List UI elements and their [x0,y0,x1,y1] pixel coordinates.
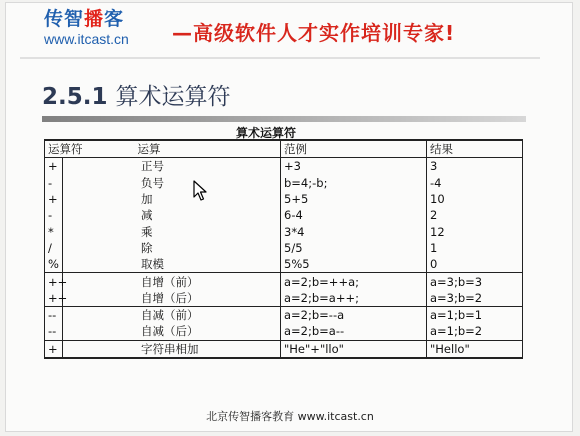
mouse-pointer-icon [193,180,207,206]
operator-cell: - [45,207,63,223]
section-title-text: 算术运算符 [115,84,231,110]
operation-cell: 字符串相加 [63,340,281,358]
logo-url: www.itcast.cn [44,31,129,47]
table-row [45,175,523,191]
result-cell: 10 [427,191,523,207]
result-cell: a=3;b=3 [427,273,523,290]
table-row [45,240,523,256]
example-cell: a=2;b=--a [281,306,427,323]
operator-cell: + [45,158,63,175]
operator-cell: -- [45,306,63,323]
footer-text: 北京传智播客教育 www.itcast.cn [206,410,374,423]
example-cell: +3 [281,158,427,175]
result-cell: 0 [427,256,523,273]
header-operator: 运算符 运算 [45,140,281,158]
example-cell: 3*4 [281,223,427,239]
example-cell: a=2;b=++a; [281,273,427,290]
operator-cell: + [45,340,63,358]
example-cell: 5+5 [281,191,427,207]
example-cell: a=2;b=a++; [281,290,427,307]
result-cell: 2 [427,207,523,223]
operation-cell: 乘 [63,223,281,239]
operator-cell: -- [45,323,63,340]
table-row [45,207,523,223]
operator-cell: % [45,256,63,273]
operation-cell: 自减（前） [63,306,281,323]
header-divider [20,57,540,59]
table-row [45,290,523,307]
operator-cell: / [45,240,63,256]
table-row [45,191,523,207]
itcast-logo [44,8,129,47]
result-cell: -4 [427,175,523,191]
table-row [45,223,523,239]
operation-cell: 自减（后） [63,323,281,340]
table-header-row [45,140,523,158]
operation-cell: 自增（前） [63,273,281,290]
operation-cell: 正号 [63,158,281,175]
operator-cell: * [45,223,63,239]
result-cell: "Hello" [427,340,523,358]
title-underline-bar [42,116,526,122]
operation-cell: 加 [63,191,281,207]
result-cell: 1 [427,240,523,256]
section-number: 2.5.1 [42,84,108,110]
operation-cell: 除 [63,240,281,256]
table-row [45,340,523,358]
example-cell: 5/5 [281,240,427,256]
table-row [45,273,523,290]
operator-cell: ++ [45,273,63,290]
result-cell: a=3;b=2 [427,290,523,307]
operation-cell: 负号 [63,175,281,191]
operation-cell: 减 [63,207,281,223]
header-operation: 运算 [137,142,161,157]
result-cell: a=1;b=2 [427,323,523,340]
result-cell: a=1;b=1 [427,306,523,323]
header-example: 范例 [281,140,427,158]
logo-chinese-name: 传智播客 [44,8,125,30]
operator-cell: - [45,175,63,191]
operator-cell: ++ [45,290,63,307]
table-row [45,158,523,175]
operation-cell: 自增（后） [63,290,281,307]
table-caption: 算术运算符 [236,126,297,140]
example-cell: b=4;-b; [281,175,427,191]
table-row [45,323,523,340]
example-cell: 5%5 [281,256,427,273]
section-title [42,78,231,111]
operation-cell: 取模 [63,256,281,273]
table-row [45,256,523,273]
example-cell: a=2;b=a-- [281,323,427,340]
operator-cell: + [45,191,63,207]
result-cell: 12 [427,223,523,239]
example-cell: "He"+"llo" [281,340,427,358]
slogan: —高级软件人才实作培训专家! [172,21,456,45]
arithmetic-operators-table [44,139,523,359]
header-result: 结果 [427,140,523,158]
table-row [45,306,523,323]
example-cell: 6-4 [281,207,427,223]
result-cell: 3 [427,158,523,175]
